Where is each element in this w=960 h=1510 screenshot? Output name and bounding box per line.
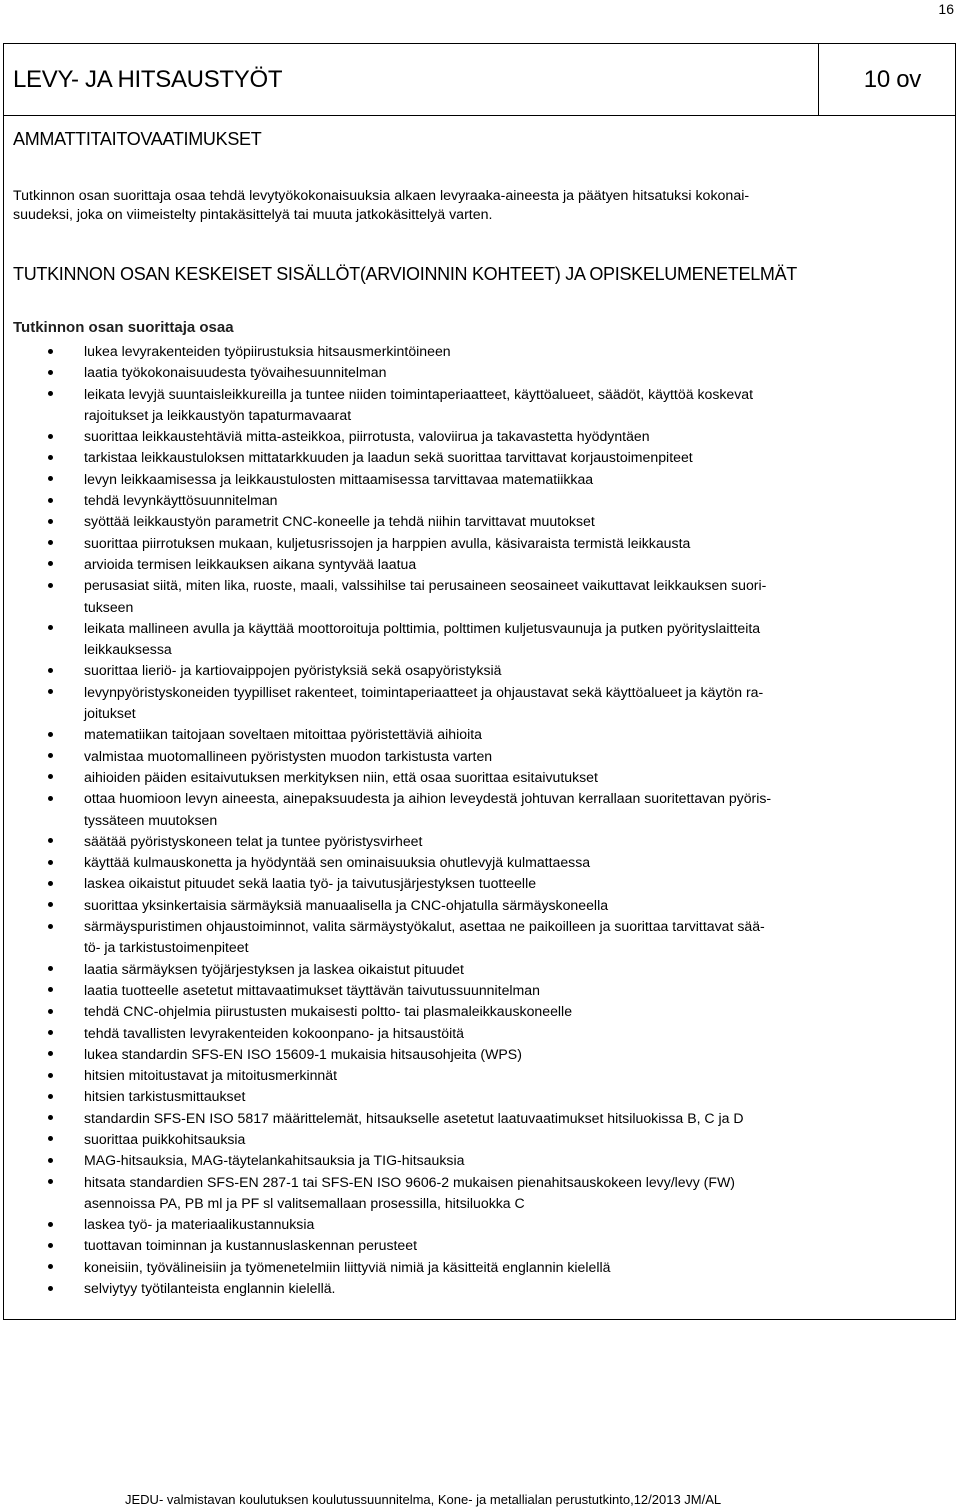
- list-item: [13, 511, 943, 532]
- bullet-icon: [48, 668, 53, 673]
- list-item: [13, 682, 943, 725]
- list-item-text: suorittaa leikkaustehtäviä mitta-asteikkoa, piirrotusta, valoviirua ja takavastetta hyödyntäen: [84, 428, 650, 445]
- bullet-icon: [48, 561, 53, 566]
- list-item: [13, 1278, 943, 1299]
- list-item-text: laskea työ- ja materiaalikustannuksia: [84, 1216, 315, 1233]
- bullet-icon: [48, 519, 53, 524]
- bullet-icon: [48, 498, 53, 503]
- list-item: [13, 660, 943, 681]
- list-item: [13, 724, 943, 745]
- bullet-icon: [48, 540, 53, 545]
- list-item-text: levyn leikkaamisessa ja leikkaustulosten mittaamisessa tarvittavaa matematiikkaa: [84, 470, 594, 487]
- bullet-icon: [48, 583, 53, 588]
- list-item: [13, 1235, 943, 1256]
- list-item: [13, 959, 943, 980]
- list-item-text: lukea levyrakenteiden työpiirustuksia hitsausmerkintöineen: [84, 343, 451, 359]
- list-item-text: perusasiat siitä, miten lika, ruoste, maali, valssihilse tai perusaineen seosaineet vaikuttavat leikkauksen suori-: [84, 577, 767, 594]
- bullet-icon: [48, 987, 53, 992]
- list-item-text: tarkistaa leikkaustuloksen mittatarkkuuden ja laadun sekä suorittaa tarvittavat korjaustoimenpiteet: [84, 449, 693, 466]
- list-item-text: tukseen: [84, 598, 134, 615]
- list-item-text: suorittaa piirrotuksen mukaan, kuljetusrissojen ja harppien avulla, käsivaraista termistä leikkausta: [84, 534, 691, 551]
- bullet-icon: [48, 1073, 53, 1078]
- list-item: [13, 469, 943, 490]
- bullet-icon: [48, 1179, 53, 1184]
- intro-line: suudeksi, joka on viimeistelty pintakäsittelyä tai muuta jatkokäsittelyä varten.: [13, 207, 493, 223]
- list-item-text: MAG-hitsauksia, MAG-täytelankahitsauksia ja TIG-hitsauksia: [84, 1152, 465, 1169]
- bullet-icon: [48, 1094, 53, 1099]
- list-item-text: tö- ja tarkistustoimenpiteet: [84, 939, 249, 956]
- content-lead: Tutkinnon osan suorittaja osaa: [13, 319, 234, 336]
- list-item-text: leikata mallineen avulla ja käyttää moottoroituja polttimia, polttimen kuljetusvaunuja ja putken pyörityslaitteita: [84, 619, 761, 636]
- list-item-text: tyssäteen muutoksen: [84, 811, 218, 828]
- list-item-text: asennoissa PA, PB ml ja PF sl valitsemallaan prosessilla, hitsiluokka C: [84, 1194, 525, 1211]
- document-table: [3, 43, 956, 1320]
- bullet-icon: [48, 902, 53, 907]
- list-item: [13, 895, 943, 916]
- bullet-icon: [48, 434, 53, 439]
- list-item: [13, 980, 943, 1001]
- bullet-icon: [48, 796, 53, 801]
- list-item-text: koneisiin, työvälineisiin ja työmenetelmiin liittyviä nimiä ja käsitteitä englannin kielellä: [84, 1258, 611, 1275]
- bullet-icon: [48, 966, 53, 971]
- list-item: [13, 533, 943, 554]
- list-item-text: syöttää leikkaustyön parametrit CNC-koneelle ja tehdä niihin tarvittavat muutokset: [84, 513, 595, 530]
- list-item-text: levynpyöristyskoneiden tyypilliset rakenteet, toimintaperiaatteet ja ohjaustavat sekä käyttöalueet ja käytön ra-: [84, 683, 764, 700]
- list-item: [13, 1108, 943, 1129]
- bullet-icon: [48, 1051, 53, 1056]
- bullet-icon: [48, 1009, 53, 1014]
- bullet-icon: [48, 1158, 53, 1163]
- list-item: [13, 1001, 943, 1022]
- list-item-text: hitsata standardien SFS-EN 287-1 tai SFS-EN ISO 9606-2 mukaisen pienahitsauskokeen levy/levy (FW): [84, 1173, 735, 1190]
- bullet-icon: [48, 732, 53, 737]
- bullet-icon: [48, 625, 53, 630]
- list-item: [13, 1257, 943, 1278]
- bullet-icon: [48, 1115, 53, 1120]
- list-item-text: hitsien mitoitustavat ja mitoitusmerkinnät: [84, 1067, 338, 1084]
- bullet-icon: [48, 1136, 53, 1141]
- list-item: [13, 490, 943, 511]
- bullet-icon: [48, 881, 53, 886]
- list-item-text: matematiikan taitojaan soveltaen mitoittaa pyöristettäviä aihioita: [84, 726, 482, 743]
- content-heading: TUTKINNON OSAN KESKEISET SISÄLLÖT(ARVIOINNIN KOHTEET) JA OPISKELUMENETELMÄT: [13, 264, 798, 284]
- bullet-icon: [48, 370, 53, 375]
- bullet-icon: [48, 1243, 53, 1248]
- list-item: [13, 1044, 943, 1065]
- list-item: [13, 362, 943, 383]
- page-number: 16: [938, 1, 954, 17]
- bullet-icon: [48, 391, 53, 396]
- list-item: [13, 1129, 943, 1150]
- bullet-icon: [48, 349, 53, 354]
- bullet-icon: [48, 1286, 53, 1291]
- requirements-heading: AMMATTITAITOVAATIMUKSET: [13, 129, 262, 149]
- list-item-text: särmäyspuristimen ohjaustoiminnot, valita särmäystyökalut, asettaa ne paikoilleen ja suorittaa tarvittavat sää-: [84, 918, 765, 935]
- list-item-text: suorittaa lieriö- ja kartiovaippojen pyöristyksiä sekä osapyöristyksiä: [84, 662, 502, 679]
- bullet-icon: [48, 455, 53, 460]
- list-item: [13, 341, 943, 362]
- intro-line: Tutkinnon osan suorittaja osaa tehdä levytyökokonaisuuksia alkaen levyraaka-aineesta ja päätyen hitsatuksi kokonai-: [13, 188, 750, 204]
- list-item-text: rajoitukset ja leikkaustyön tapaturmavaarat: [84, 406, 352, 423]
- list-item-text: valmistaa muotomallineen pyöristysten muodon tarkistusta varten: [84, 747, 493, 764]
- list-item-text: laatia työkokonaisuudesta työvaihesuunnitelman: [84, 364, 387, 381]
- list-item: [13, 447, 943, 468]
- list-item: [13, 575, 943, 618]
- bullet-icon: [48, 1222, 53, 1227]
- list-item-text: aihioiden päiden esitaivutuksen merkityksen niin, että osaa suorittaa esitaivutukset: [84, 768, 598, 785]
- list-item: [13, 831, 943, 852]
- list-item-text: tehdä tavallisten levyrakenteiden kokoonpano- ja hitsaustöitä: [84, 1024, 464, 1041]
- page-footer: JEDU- valmistavan koulutuksen koulutussuunnitelma, Kone- ja metallialan perustutkinto,12/2013 JM/AL: [125, 1492, 722, 1507]
- list-item: [13, 426, 943, 447]
- module-credits: 10 ov: [863, 66, 921, 93]
- header-row: [4, 44, 955, 116]
- list-item-text: ottaa huomioon levyn aineesta, ainepaksuudesta ja aihion leveydestä johtuvan kerrallaan suoritettavan pyöris-: [84, 790, 772, 807]
- list-item-text: suorittaa puikkohitsauksia: [84, 1130, 246, 1147]
- list-item: [13, 1086, 943, 1107]
- list-item-text: laskea oikaistut pituudet sekä laatia työ- ja taivutusjärjestyksen tuotteelle: [84, 875, 537, 892]
- list-item-text: joitukset: [84, 705, 136, 722]
- content-bullet-list: [13, 341, 943, 1299]
- list-item-text: säätää pyöristyskoneen telat ja tuntee pyöristysvirheet: [84, 832, 423, 849]
- bullet-icon: [48, 838, 53, 843]
- list-item-text: laatia tuotteelle asetetut mittavaatimukset täyttävän taivutussuunnitelman: [84, 981, 540, 998]
- list-item: [13, 1065, 943, 1086]
- bullet-icon: [48, 476, 53, 481]
- list-item-text: tehdä levynkäyttösuunnitelman: [84, 492, 278, 509]
- bullet-icon: [48, 753, 53, 758]
- list-item: [13, 1172, 943, 1215]
- bullet-icon: [48, 689, 53, 694]
- list-item-text: leikkauksessa: [84, 641, 172, 658]
- list-item: [13, 554, 943, 575]
- list-item: [13, 746, 943, 767]
- list-item: [13, 852, 943, 873]
- list-item-text: suorittaa yksinkertaisia särmäyksiä manuaalisella ja CNC-ohjatulla särmäyskoneella: [84, 896, 609, 913]
- list-item: [13, 873, 943, 894]
- requirements-intro: [13, 187, 943, 225]
- bullet-icon: [48, 924, 53, 929]
- list-item: [13, 384, 943, 427]
- module-title: LEVY- JA HITSAUSTYÖT: [4, 44, 819, 115]
- list-item: [13, 1023, 943, 1044]
- bullet-icon: [48, 860, 53, 865]
- list-item: [13, 618, 943, 661]
- list-item-text: tehdä CNC-ohjelmia piirustusten mukaisesti poltto- tai plasmaleikkauskoneelle: [84, 1003, 573, 1020]
- list-item-text: tuottavan toiminnan ja kustannuslaskennan perusteet: [84, 1237, 417, 1254]
- list-item: [13, 916, 943, 959]
- bullet-icon: [48, 1030, 53, 1035]
- list-item-text: standardin SFS-EN ISO 5817 määrittelemät, hitsaukselle asetetut laatuvaatimukset hitsiluokissa B, C ja D: [84, 1109, 744, 1126]
- bullet-icon: [48, 774, 53, 779]
- list-item: [13, 1150, 943, 1171]
- list-item-text: laatia särmäyksen työjärjestyksen ja laskea oikaistut pituudet: [84, 960, 464, 977]
- list-item-text: selviytyy työtilanteista englannin kielellä.: [84, 1280, 336, 1297]
- list-item-text: käyttää kulmauskonetta ja hyödyntää sen ominaisuuksia ohutlevyjä kulmattaessa: [84, 854, 591, 871]
- list-item-text: arvioida termisen leikkauksen aikana syntyvää laatua: [84, 555, 417, 572]
- list-item: [13, 1214, 943, 1235]
- list-item-text: hitsien tarkistusmittaukset: [84, 1088, 246, 1105]
- list-item: [13, 767, 943, 788]
- list-item-text: lukea standardin SFS-EN ISO 15609-1 mukaisia hitsausohjeita (WPS): [84, 1045, 522, 1062]
- bullet-icon: [48, 1264, 53, 1269]
- list-item: [13, 788, 943, 831]
- list-item-text: leikata levyjä suuntaisleikkureilla ja tuntee niiden toimintaperiaatteet, käyttöalueet, säädöt, käyttöä koskevat: [84, 385, 754, 402]
